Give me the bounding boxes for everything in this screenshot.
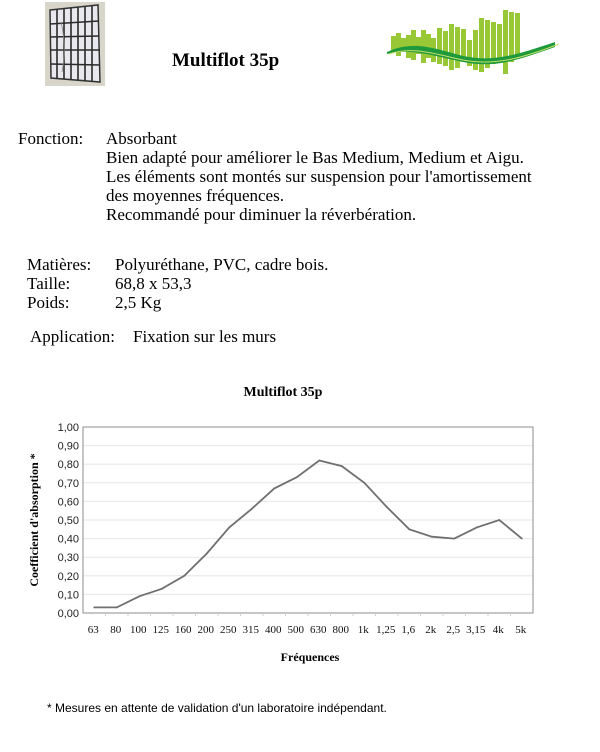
fonction-label: Fonction: [18,129,84,148]
x-tick-label: 800 [332,624,349,636]
data-point [408,528,410,530]
logo-bar [503,10,508,74]
fonction-line: Recommandé pour diminuer la réverbération. [106,205,417,224]
x-tick-label: 1,25 [376,624,396,636]
logo-bar [509,12,514,62]
data-point [498,519,500,521]
absorption-chart [0,370,600,670]
footnote: * Mesures en attente de validation d'un laboratoire indépendant. [47,701,387,715]
logo-bar [455,27,460,68]
series-points [93,460,522,609]
data-point [116,607,118,609]
y-tick-label: 0,20 [57,570,79,583]
x-tick-label: 200 [197,624,214,636]
data-point [318,460,320,462]
x-tick-label: 125 [152,624,169,636]
logo-bar [443,31,448,66]
x-tick-label: 1,6 [401,624,416,636]
y-tick-label: 0,40 [57,533,79,546]
x-tick-label: 80 [110,624,122,636]
logo-bar [515,13,520,58]
logo-bar [411,30,416,60]
x-tick-label: 160 [175,624,192,636]
data-point [363,482,365,484]
data-point [296,476,298,478]
data-point [476,527,478,529]
y-axis-label: Coefficient d'absorption * [27,453,41,587]
x-tick-label: 63 [87,624,99,636]
poids-label: Poids: [27,293,70,312]
logo-bar [491,22,496,64]
fonction-line: Les éléments sont montés sur suspension pour l'amortissement [106,167,532,186]
fonction-line: Bien adapté pour améliorer le Bas Medium, Medium et Aigu. [106,148,524,167]
data-point [93,607,95,609]
fonction-description [106,129,532,224]
x-axis-label: Fréquences [280,650,340,664]
x-tick-label: 2k [425,624,437,636]
x-tick-label: 2,5 [446,624,461,636]
x-tick-label: 100 [130,624,147,636]
acoustic-panel-photo-icon [45,2,105,86]
data-point [138,595,140,597]
data-point [183,575,185,577]
y-tick-label: 0,00 [57,608,79,620]
y-tick-label: 0,70 [57,477,79,490]
y-tick-label: 1,00 [57,422,79,434]
y-tick-label: 0,10 [57,589,79,602]
y-tick-label: 0,60 [57,496,79,509]
x-axis-ticks [88,613,527,636]
y-tick-label: 0,90 [57,440,79,453]
application-label: Application: [30,327,115,346]
logo-bar [449,24,454,70]
data-point [251,508,253,510]
x-tick-label: 4k [492,624,504,636]
x-tick-label: 400 [265,624,282,636]
data-point [206,553,208,555]
chart-title: Multiflot 35p [243,385,323,400]
logo-bar [396,33,401,56]
green-equalizer-wave-logo-icon [383,0,573,80]
x-tick-label: 1k [357,624,369,636]
poids-value: 2,5 Kg [115,293,162,312]
matieres-value: Polyuréthane, PVC, cadre bois. [115,255,329,274]
matieres-label: Matières: [27,255,92,274]
application-value: Fixation sur les murs [133,327,277,346]
data-point [228,527,230,529]
x-tick-label: 3,15 [466,624,486,636]
data-point [341,465,343,467]
data-point [431,536,433,538]
taille-label: Taille: [27,274,71,293]
logo-bar [437,28,442,64]
fonction-line: des moyennes fréquences. [106,186,284,205]
taille-value: 68,8 x 53,3 [115,274,192,293]
product-photo [45,2,105,86]
x-tick-label: 250 [220,624,237,636]
brand-logo [383,0,573,80]
data-point [521,538,523,540]
data-point [273,487,275,489]
x-tick-label: 315 [242,624,259,636]
y-tick-label: 0,80 [57,459,79,472]
page-title: Multiflot 35p [172,50,280,71]
data-point [161,588,163,590]
fonction-line: Absorbant [106,129,177,148]
data-point [453,538,455,540]
y-tick-label: 0,30 [57,552,79,565]
y-tick-label: 0,50 [57,515,79,527]
x-tick-label: 5k [515,624,527,636]
data-point [386,506,388,508]
y-axis-ticks [58,422,79,620]
x-tick-label: 630 [310,624,327,636]
x-tick-label: 500 [287,624,304,636]
logo-bar [497,24,502,60]
